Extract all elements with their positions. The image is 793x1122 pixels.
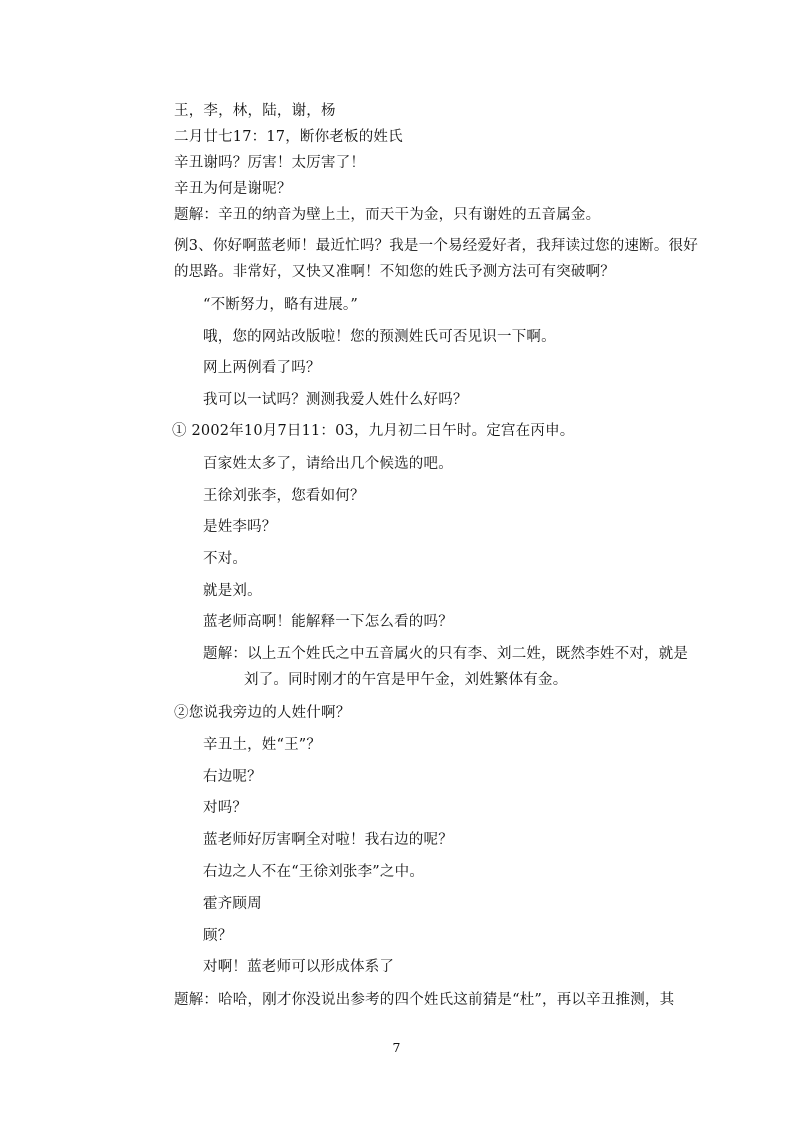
text-line-8: “不断努力，略有进展。” (203, 297, 358, 313)
text-line-24: 对吗？ (203, 800, 248, 816)
text-line-27: 霍齐顾周 (203, 896, 262, 912)
text-line-6: 例3、你好啊蓝老师！最近忙吗？我是一个易经爱好者，我拜读过您的速断。很好 (174, 238, 698, 254)
text-line-9: 哦，您的网站改版啦！您的预测姓氏可否见识一下啊。 (203, 329, 556, 345)
text-line-18: 蓝老师高啊！能解释一下怎么看的吗？ (203, 614, 453, 630)
text-line-15: 是姓李吗？ (203, 519, 277, 535)
text-line-10: 网上两例看了吗？ (203, 360, 321, 376)
text-line-12: ① 2002年10月7日11：03，九月初二日午时。定宫在丙申。 (172, 423, 575, 439)
text-line-20: 刘了。同时刚才的午宫是甲午金，刘姓繁体有金。 (244, 672, 568, 688)
text-line-26: 右边之人不在“王徐刘张李”之中。 (203, 864, 425, 880)
text-line-14: 王徐刘张李，您看如何？ (203, 488, 365, 504)
text-line-29: 对啊！蓝老师可以形成体系了 (203, 959, 395, 975)
text-line-3: 辛丑谢吗？厉害！太厉害了！ (174, 155, 366, 171)
text-line-23: 右边呢？ (203, 769, 262, 785)
text-line-30: 题解：哈哈，刚才你没说出参考的四个姓氏这前猜是“杜”，再以辛丑推测，其 (174, 992, 675, 1008)
text-line-21: ②您说我旁边的人姓什啊？ (174, 705, 351, 721)
text-line-5: 题解：辛丑的纳音为壁上土，而天干为金，只有谢姓的五音属金。 (174, 207, 601, 223)
text-line-11: 我可以一试吗？测测我爱人姓什么好吗？ (203, 392, 468, 408)
text-line-16: 不对。 (203, 551, 248, 567)
text-line-25: 蓝老师好厉害啊全对啦！我右边的呢？ (203, 832, 453, 848)
text-line-7: 的思路。非常好，又快又准啊！不知您的姓氏予测方法可有突破啊？ (174, 264, 615, 280)
text-line-19: 题解：以上五个姓氏之中五音属火的只有李、刘二姓，既然李姓不对，就是 (203, 646, 689, 662)
text-line-2: 二月廿七17：17，断你老板的姓氏 (174, 129, 403, 145)
text-line-22: 辛丑土，姓“王”？ (203, 737, 322, 753)
page-number: 7 (392, 1040, 401, 1055)
text-line-13: 百家姓太多了，请给出几个候选的吧。 (203, 456, 453, 472)
text-line-4: 辛丑为何是谢呢？ (174, 181, 292, 197)
text-line-28: 顾？ (203, 928, 233, 944)
text-line-17: 就是刘。 (203, 583, 262, 599)
text-line-1: 王，李，林，陆，谢，杨 (174, 103, 336, 119)
